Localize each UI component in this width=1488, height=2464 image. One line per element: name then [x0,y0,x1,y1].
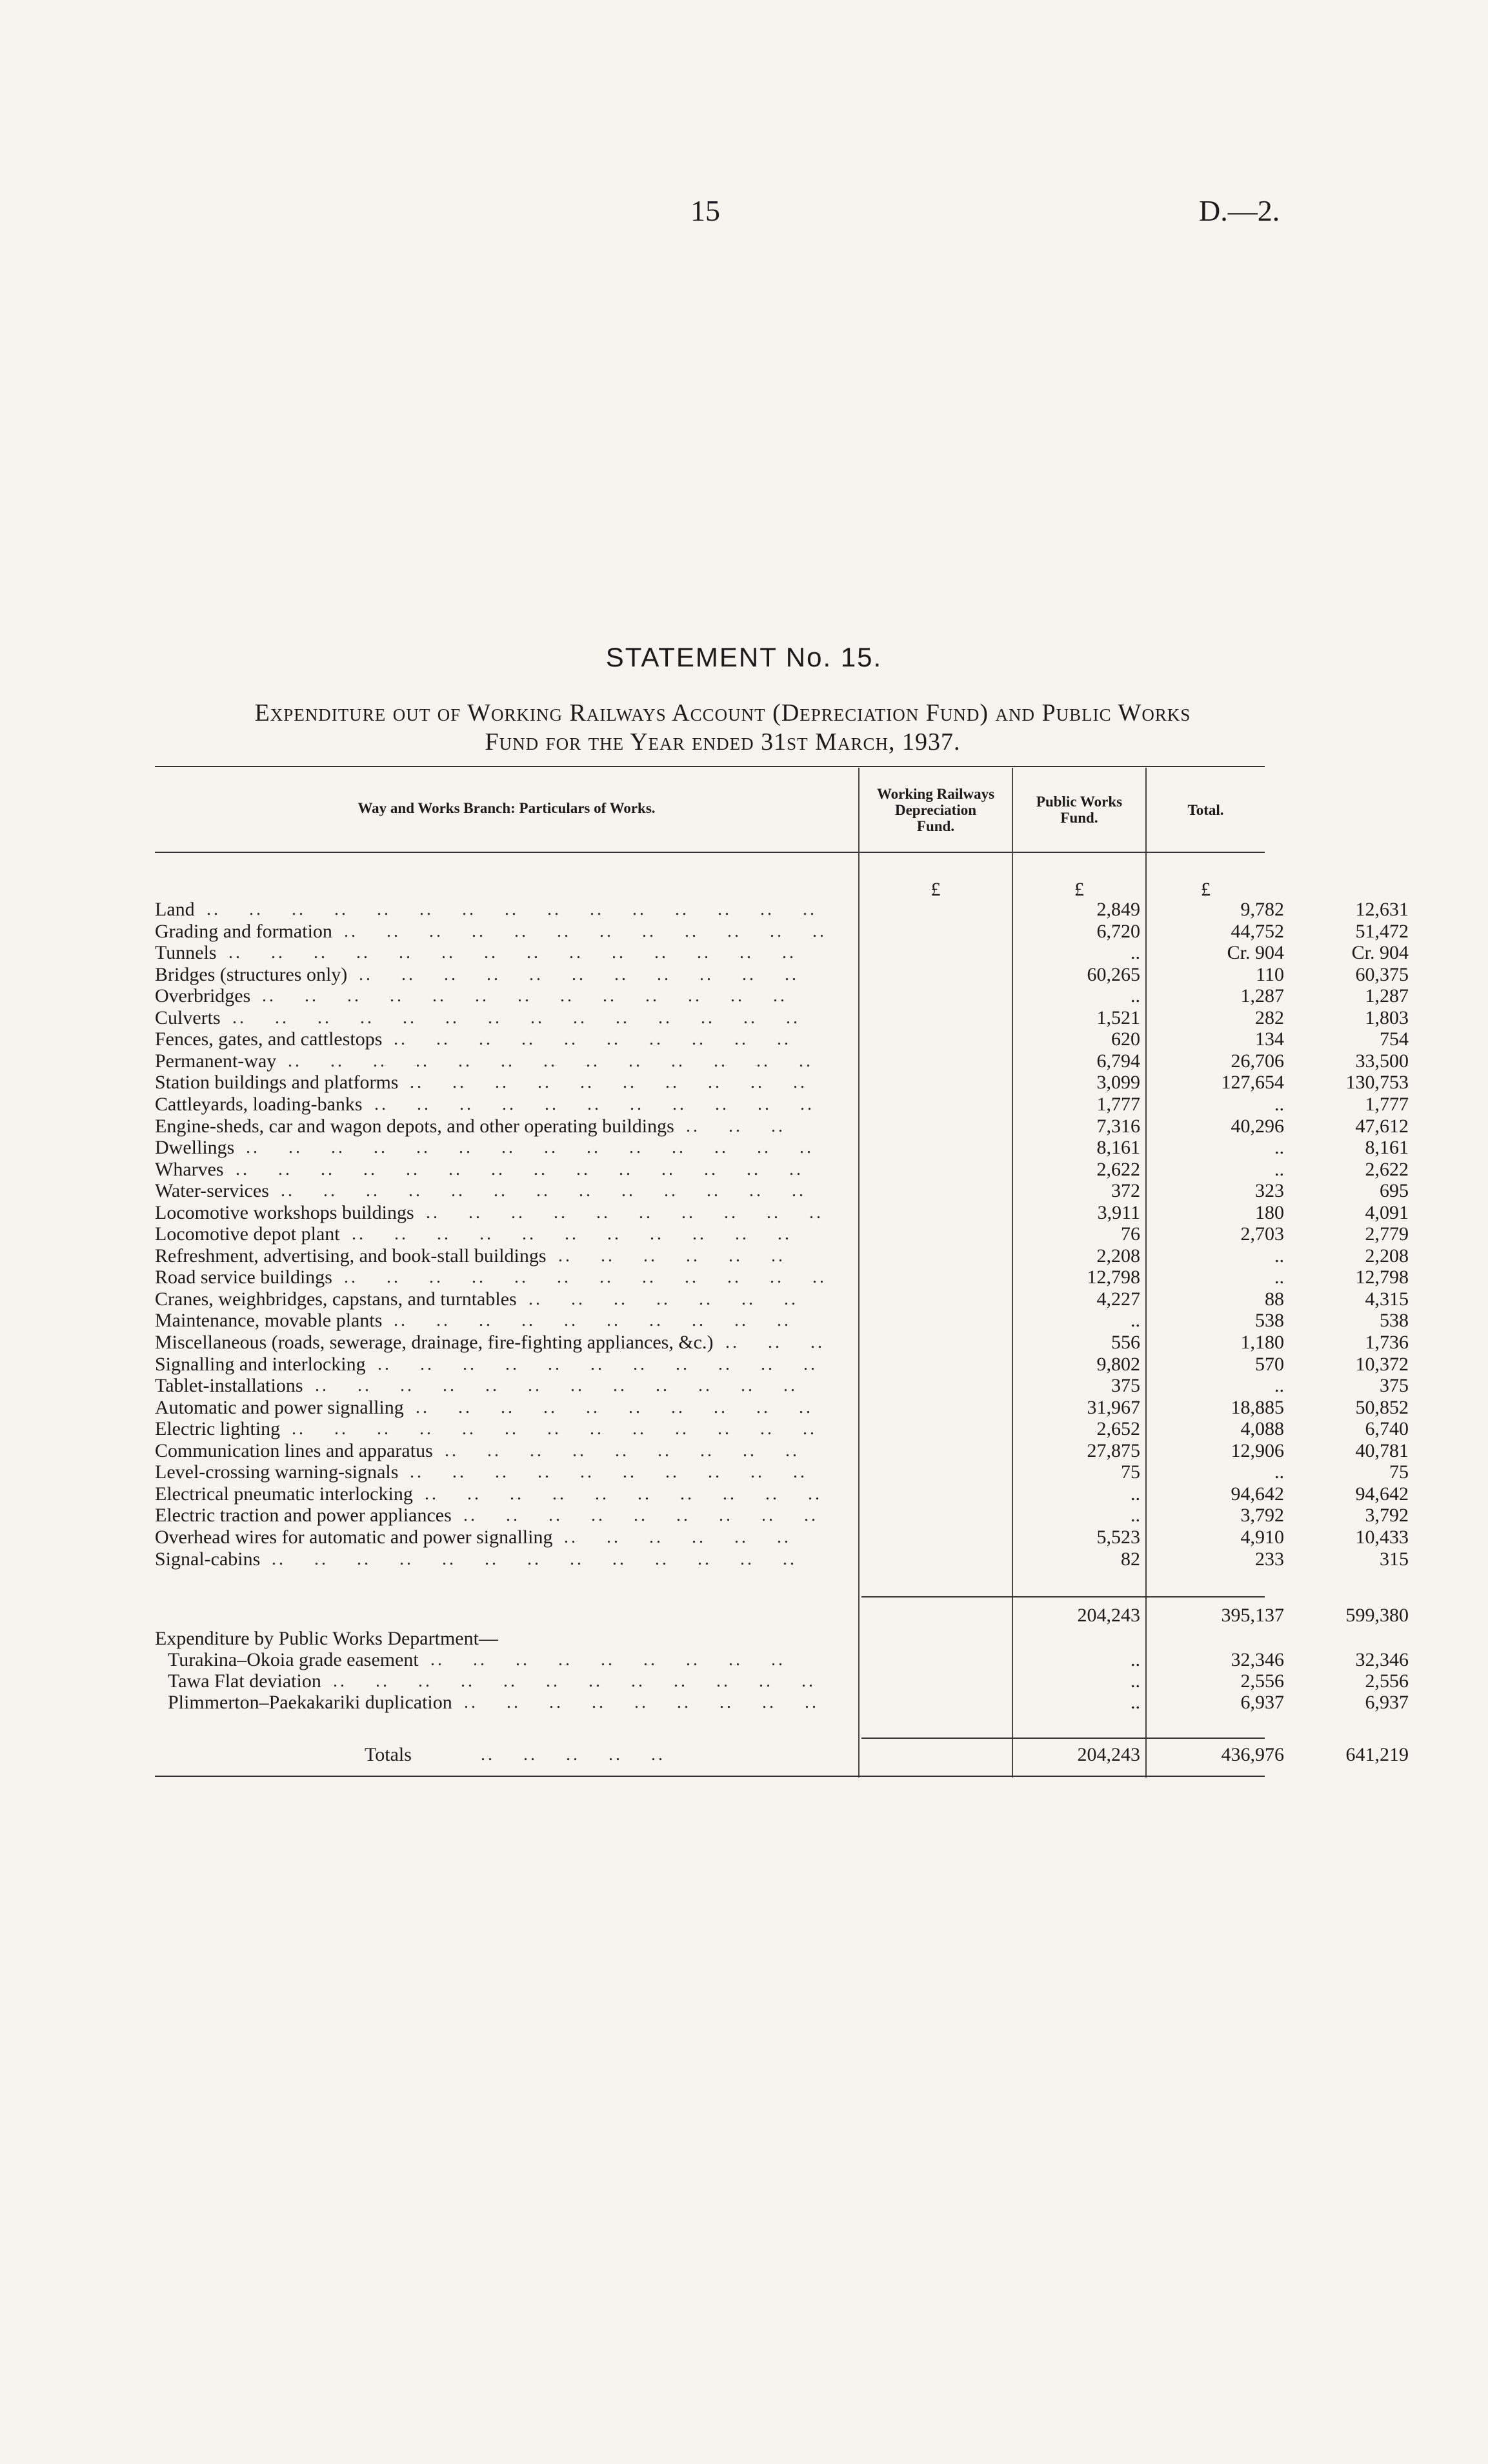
table-top-rule [155,766,1265,767]
value-pw: 40,296 [1231,1115,1284,1137]
row-label: Water-services [155,1180,269,1202]
row-label: Grading and formation [155,920,332,942]
value-wr: .. [1131,1670,1140,1692]
dot-leader: .. .. .. .. .. .. .. .. .. [463,1505,818,1526]
value-pw: 6,937 [1240,1692,1284,1713]
row-label: Electrical pneumatic interlocking [155,1483,413,1505]
dot-leader: .. .. .. [725,1332,825,1352]
value-pw: 282 [1255,1007,1284,1028]
value-pw: 2,556 [1240,1670,1284,1692]
dot-leader: .. .. .. .. .. .. .. .. .. .. .. [352,1224,792,1245]
row-label: Land [155,899,195,920]
value-total: 538 [1380,1310,1409,1332]
value-wr: .. [1131,1649,1140,1670]
value-total: 2,556 [1365,1670,1409,1692]
value-pw: 9,782 [1240,899,1284,920]
value-total: 1,803 [1365,1007,1409,1028]
table-row [155,1332,1409,1353]
dot-leader: .. .. .. .. .. .. [564,1527,791,1547]
value-wr: 375 [1111,1375,1140,1397]
value-wr: 2,849 [1096,899,1140,920]
value-pw: 180 [1255,1201,1284,1223]
page-number: 15 [690,194,720,227]
totals-label: Totals [365,1744,412,1765]
value-total: 754 [1380,1028,1409,1050]
dot-leader: .. .. .. .. .. .. .. .. .. .. .. [377,1354,818,1374]
row-label: Cattleyards, loading-banks [155,1093,363,1115]
value-wr: 8,161 [1096,1137,1140,1159]
value-pw: .. [1274,1093,1284,1115]
value-wr: 76 [1121,1223,1140,1245]
table-row [155,1418,1409,1440]
dot-leader: .. .. .. .. .. .. .. .. .. [464,1692,819,1712]
row-label: Plimmerton–Paekakariki duplication [168,1692,452,1713]
dot-leader: .. .. .. .. .. .. .. .. .. .. .. .. [344,921,827,941]
value-wr: 1,521 [1096,1007,1140,1028]
totals-top-rule [861,1738,1265,1739]
table-row [155,1072,1409,1094]
value-pw: .. [1274,1267,1284,1288]
value-pw: .. [1274,1158,1284,1180]
table-row [155,1028,1409,1050]
table-row [155,985,1409,1007]
dot-leader: .. .. .. .. .. .. .. .. .. .. .. [359,964,799,985]
value-wr: 75 [1121,1461,1140,1483]
row-label: Engine-sheds, car and wagon depots, and other operating buildings [155,1115,674,1137]
value-pw: .. [1274,1375,1284,1397]
value-pw: 26,706 [1231,1050,1284,1072]
value-wr: .. [1131,1692,1140,1713]
value-pw: 323 [1255,1180,1284,1202]
value-pw: 2,703 [1240,1223,1284,1245]
value-wr: 372 [1111,1180,1140,1202]
value-pw: 1,287 [1240,985,1284,1007]
value-wr: 31,967 [1087,1396,1140,1418]
table-row [155,1180,1409,1202]
dot-leader: .. .. .. .. .. .. .. .. .. .. .. .. .. [262,986,787,1007]
value-total: 75 [1389,1461,1409,1483]
row-label: Maintenance, movable plants [155,1310,383,1332]
value-pw: 538 [1255,1310,1284,1332]
table-row [155,1201,1409,1223]
row-label: Permanent-way [155,1050,277,1072]
value-total: 50,852 [1355,1396,1409,1418]
dot-leader: .. .. .. [686,1116,785,1136]
value-total: 60,375 [1355,963,1409,985]
value-total: 695 [1380,1180,1409,1202]
table-row [155,1483,1409,1505]
table-row [155,1548,1409,1570]
value-total: 6,937 [1365,1692,1409,1713]
value-wr: .. [1131,942,1140,964]
table-row [155,1461,1409,1483]
row-label: Miscellaneous (roads, sewerage, drainage, fire-fighting appliances, &c.) [155,1332,714,1353]
value-pw: 12,906 [1231,1439,1284,1461]
value-total: 47,612 [1355,1115,1409,1137]
row-label: Station buildings and platforms [155,1072,399,1094]
row-label: Electric lighting [155,1418,281,1440]
row-label: Tawa Flat deviation [168,1670,321,1692]
row-label: Road service buildings [155,1267,332,1288]
row-label: Overbridges [155,985,251,1007]
value-total: 2,208 [1365,1245,1409,1267]
subtotal-row [155,1605,1409,1626]
currency-symbol-total: £ [1201,879,1211,900]
row-label: Dwellings [155,1137,235,1159]
value-total: 8,161 [1365,1137,1409,1159]
dot-leader: .. .. .. .. .. .. .. .. .. .. [416,1397,813,1417]
table-row [155,1396,1409,1418]
row-label: Communication lines and apparatus [155,1439,433,1461]
value-pw: 110 [1256,963,1284,985]
dot-leader: .. .. .. .. .. .. .. .. .. .. .. .. .. .. [232,1007,800,1028]
row-label: Overhead wires for automatic and power signalling [155,1526,553,1548]
subtotal-pw: 395,137 [1221,1605,1284,1626]
header-particulars: Way and Works Branch: Particulars of Works. [357,800,656,816]
value-pw: 88 [1265,1288,1284,1310]
row-label: Refreshment, advertising, and book-stall buildings [155,1245,547,1267]
subtotal-total: 599,380 [1345,1605,1409,1626]
value-total: 375 [1380,1375,1409,1397]
value-total: 51,472 [1355,920,1409,942]
value-pw: 94,642 [1231,1483,1284,1505]
value-pw: 127,654 [1221,1072,1284,1094]
header-total: Total. [1187,802,1224,818]
dot-leader: .. .. .. .. .. .. .. .. .. .. [410,1072,807,1093]
header-pw-line-2: Fund. [1060,810,1098,826]
header-pw-line-1: Public Works [1036,794,1123,810]
row-label: Tablet-installations [155,1375,303,1397]
value-total: 2,779 [1365,1223,1409,1245]
value-wr: .. [1131,1505,1140,1527]
table-row [155,1670,1409,1692]
statement-subtitle-line-2: Fund for the Year ended 31st March, 1937. [485,728,961,756]
dot-leader: .. .. .. .. .. .. .. .. .. .. .. .. .. [281,1181,806,1201]
table-row [155,1223,1409,1245]
row-label: Tunnels [155,942,217,964]
subtotal-wr: 204,243 [1077,1605,1140,1626]
table-row [155,1353,1409,1375]
totals-dot-leader: .. .. .. .. .. [481,1745,665,1765]
value-total: 4,091 [1365,1201,1409,1223]
row-label: Bridges (structures only) [155,963,348,985]
value-pw: 18,885 [1231,1396,1284,1418]
row-label: Level-crossing warning-signals [155,1461,399,1483]
row-label: Signalling and interlocking [155,1353,366,1375]
table-row [155,1526,1409,1548]
value-total: 10,433 [1355,1526,1409,1548]
value-wr: 6,794 [1096,1050,1140,1072]
value-wr: 7,316 [1096,1115,1140,1137]
value-wr: 3,099 [1096,1072,1140,1094]
table-row [155,1050,1409,1072]
value-pw: 44,752 [1231,920,1284,942]
row-label: Electric traction and power appliances [155,1505,452,1527]
dot-leader: .. .. .. .. .. .. .. .. .. .. [426,1202,823,1223]
value-wr: 27,875 [1087,1439,1140,1461]
header-wr-line-2: Depreciation [894,802,977,818]
value-wr: 5,523 [1096,1526,1140,1548]
table-row [155,1649,1409,1670]
row-label: Automatic and power signalling [155,1396,404,1418]
table-row [155,1245,1409,1267]
dot-leader: .. .. .. .. .. .. .. .. .. .. [425,1483,822,1504]
pwd-heading-row [155,1628,1265,1649]
dot-leader: .. .. .. .. .. .. .. .. .. .. .. .. .. [288,1050,813,1071]
value-total: 6,740 [1365,1418,1409,1440]
value-total: 1,287 [1365,985,1409,1007]
value-total: 1,777 [1365,1093,1409,1115]
dot-leader: .. .. .. .. .. .. .. .. .. .. .. .. .. [272,1548,797,1569]
header-wr-line-3: Fund. [916,818,955,834]
value-pw: 4,088 [1240,1418,1284,1440]
header-wr-line-1: Working Railways [876,786,995,802]
table-row [155,899,1409,920]
table-row [155,1439,1409,1461]
table-bottom-rule [155,1776,1265,1777]
row-label: Fences, gates, and cattlestops [155,1028,383,1050]
table-row [155,1093,1409,1115]
row-label: Locomotive depot plant [155,1223,340,1245]
row-label: Turakina–Okoia grade easement [168,1649,419,1670]
currency-symbol-pw: £ [1074,879,1084,900]
table-header-rule [155,852,1265,853]
dot-leader: .. .. .. .. .. .. .. .. .. [445,1440,799,1461]
value-total: 40,781 [1355,1439,1409,1461]
table-row [155,942,1409,964]
value-pw: 134 [1255,1028,1284,1050]
value-pw: .. [1274,1137,1284,1159]
dot-leader: .. .. .. .. .. .. .. .. .. .. .. .. .. .. [228,943,796,963]
totals-wr: 204,243 [1077,1744,1140,1765]
table-row [155,963,1409,985]
dot-leader: .. .. .. .. .. .. .. .. .. .. .. .. [315,1376,798,1396]
value-wr: 1,777 [1096,1093,1140,1115]
value-wr: 60,265 [1087,963,1140,985]
value-wr: 82 [1121,1548,1140,1570]
value-total: 130,753 [1345,1072,1409,1094]
row-label: Wharves [155,1158,224,1180]
value-total: 315 [1380,1548,1409,1570]
table-row [155,1137,1409,1159]
value-pw: .. [1274,1245,1284,1267]
currency-symbol-wr: £ [930,879,941,900]
value-total: 1,736 [1365,1332,1409,1353]
value-total: 94,642 [1355,1483,1409,1505]
table-row [155,1288,1409,1310]
row-label: Signal-cabins [155,1548,261,1570]
value-pw: 3,792 [1240,1505,1284,1527]
table-row [155,1375,1409,1397]
value-wr: 620 [1111,1028,1140,1050]
table-row [155,920,1409,942]
dot-leader: .. .. .. .. .. .. [558,1245,785,1266]
value-total: Cr. 904 [1351,942,1409,964]
dot-leader: .. .. .. .. .. .. .. .. .. .. [394,1029,791,1050]
value-wr: .. [1131,1310,1140,1332]
value-wr: 9,802 [1096,1353,1140,1375]
dot-leader: .. .. .. .. .. .. .. .. .. .. [410,1462,807,1483]
table-row [155,1158,1409,1180]
value-wr: 6,720 [1096,920,1140,942]
row-label: Cranes, weighbridges, capstans, and turntables [155,1288,517,1310]
totals-total: 641,219 [1345,1744,1409,1765]
value-wr: .. [1131,1483,1140,1505]
subtotal-rule [861,1596,1265,1598]
dot-leader: .. .. .. .. .. .. .. .. .. .. [394,1310,791,1331]
value-total: 10,372 [1355,1353,1409,1375]
dot-leader: .. .. .. .. .. .. .. .. .. .. .. .. .. .. .. [206,899,817,919]
pwd-heading: Expenditure by Public Works Department— [155,1628,498,1649]
value-total: 12,631 [1355,899,1409,920]
row-label: Locomotive workshops buildings [155,1201,414,1223]
table-row [155,1310,1409,1332]
dot-leader: .. .. .. .. .. .. .. .. .. .. .. [374,1094,814,1114]
table-row [155,1267,1409,1288]
dot-leader: .. .. .. .. .. .. .. .. .. .. .. .. .. .. [246,1137,814,1158]
value-wr: 4,227 [1096,1288,1140,1310]
statement-subtitle-line-1: Expenditure out of Working Railways Account (Depreciation Fund) and Public Works [254,699,1191,726]
value-wr: 3,911 [1097,1201,1140,1223]
value-wr: 12,798 [1087,1267,1140,1288]
dot-leader: .. .. .. .. .. .. .. .. .. .. .. .. .. [292,1419,817,1439]
value-wr: 2,208 [1096,1245,1140,1267]
value-total: 12,798 [1355,1267,1409,1288]
value-wr: 2,622 [1096,1158,1140,1180]
dot-leader: .. .. .. .. .. .. .. [528,1288,798,1309]
value-pw: 4,910 [1240,1526,1284,1548]
table-row [155,1115,1409,1137]
value-total: 4,315 [1365,1288,1409,1310]
value-total: 32,346 [1355,1649,1409,1670]
value-pw: Cr. 904 [1227,942,1284,964]
value-pw: .. [1274,1461,1284,1483]
value-pw: 32,346 [1231,1649,1284,1670]
value-wr: .. [1131,985,1140,1007]
document-reference: D.—2. [1199,194,1280,227]
table-row [155,1505,1409,1527]
totals-pw: 436,976 [1221,1744,1284,1765]
value-total: 3,792 [1365,1505,1409,1527]
statement-title: STATEMENT No. 15. [605,642,883,672]
dot-leader: .. .. .. .. .. .. .. .. .. .. .. .. [333,1671,816,1691]
dot-leader: .. .. .. .. .. .. .. .. .. [430,1650,785,1670]
table-row [155,1007,1409,1028]
table-row [155,1692,1409,1713]
value-total: 33,500 [1355,1050,1409,1072]
value-pw: 233 [1255,1548,1284,1570]
value-wr: 2,652 [1096,1418,1140,1440]
row-label: Culverts [155,1007,221,1028]
value-total: 2,622 [1365,1158,1409,1180]
value-pw: 1,180 [1240,1332,1284,1353]
value-pw: 570 [1255,1353,1284,1375]
dot-leader: .. .. .. .. .. .. .. .. .. .. .. .. .. .. [236,1159,803,1179]
dot-leader: .. .. .. .. .. .. .. .. .. .. .. .. [344,1267,827,1288]
value-wr: 556 [1111,1332,1140,1353]
totals-row [155,1744,1409,1765]
